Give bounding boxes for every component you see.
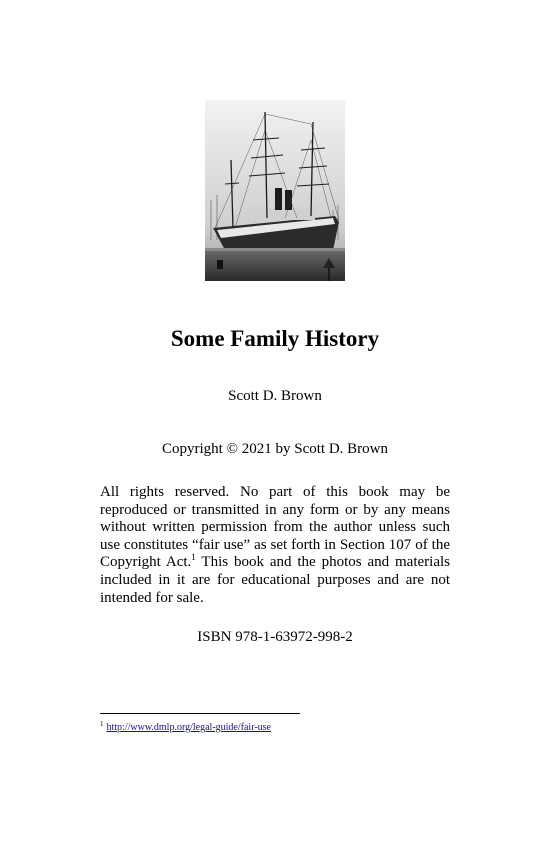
sailing-steamship-photo-icon <box>205 100 345 281</box>
footnote-link[interactable]: http://www.dmlp.org/legal-guide/fair-use <box>106 722 271 733</box>
rights-text-after: This book and the photos and materials included in it are for educational purposes and are not intended for sale. <box>100 554 450 606</box>
footnote-reference[interactable]: 1 <box>191 552 196 563</box>
rights-text-before: All rights reserved. No part of this book may be reproduced or transmitted in any form or by any means without written permission from the author unless such use constitutes “fair use” as set forth in Section 107 of the Copyright Act. <box>100 484 450 571</box>
footnote-number: 1 <box>100 720 104 728</box>
author-name: Scott D. Brown <box>228 388 322 404</box>
book-title: Some Family History <box>170 326 380 351</box>
footnote <box>100 721 271 735</box>
ship-photo <box>205 100 345 281</box>
copyright-line: Copyright © 2021 by Scott D. Brown <box>162 441 388 457</box>
footnote-divider <box>100 713 300 714</box>
isbn-line: ISBN 978-1-63972-998-2 <box>197 629 353 645</box>
rights-paragraph <box>100 484 450 607</box>
